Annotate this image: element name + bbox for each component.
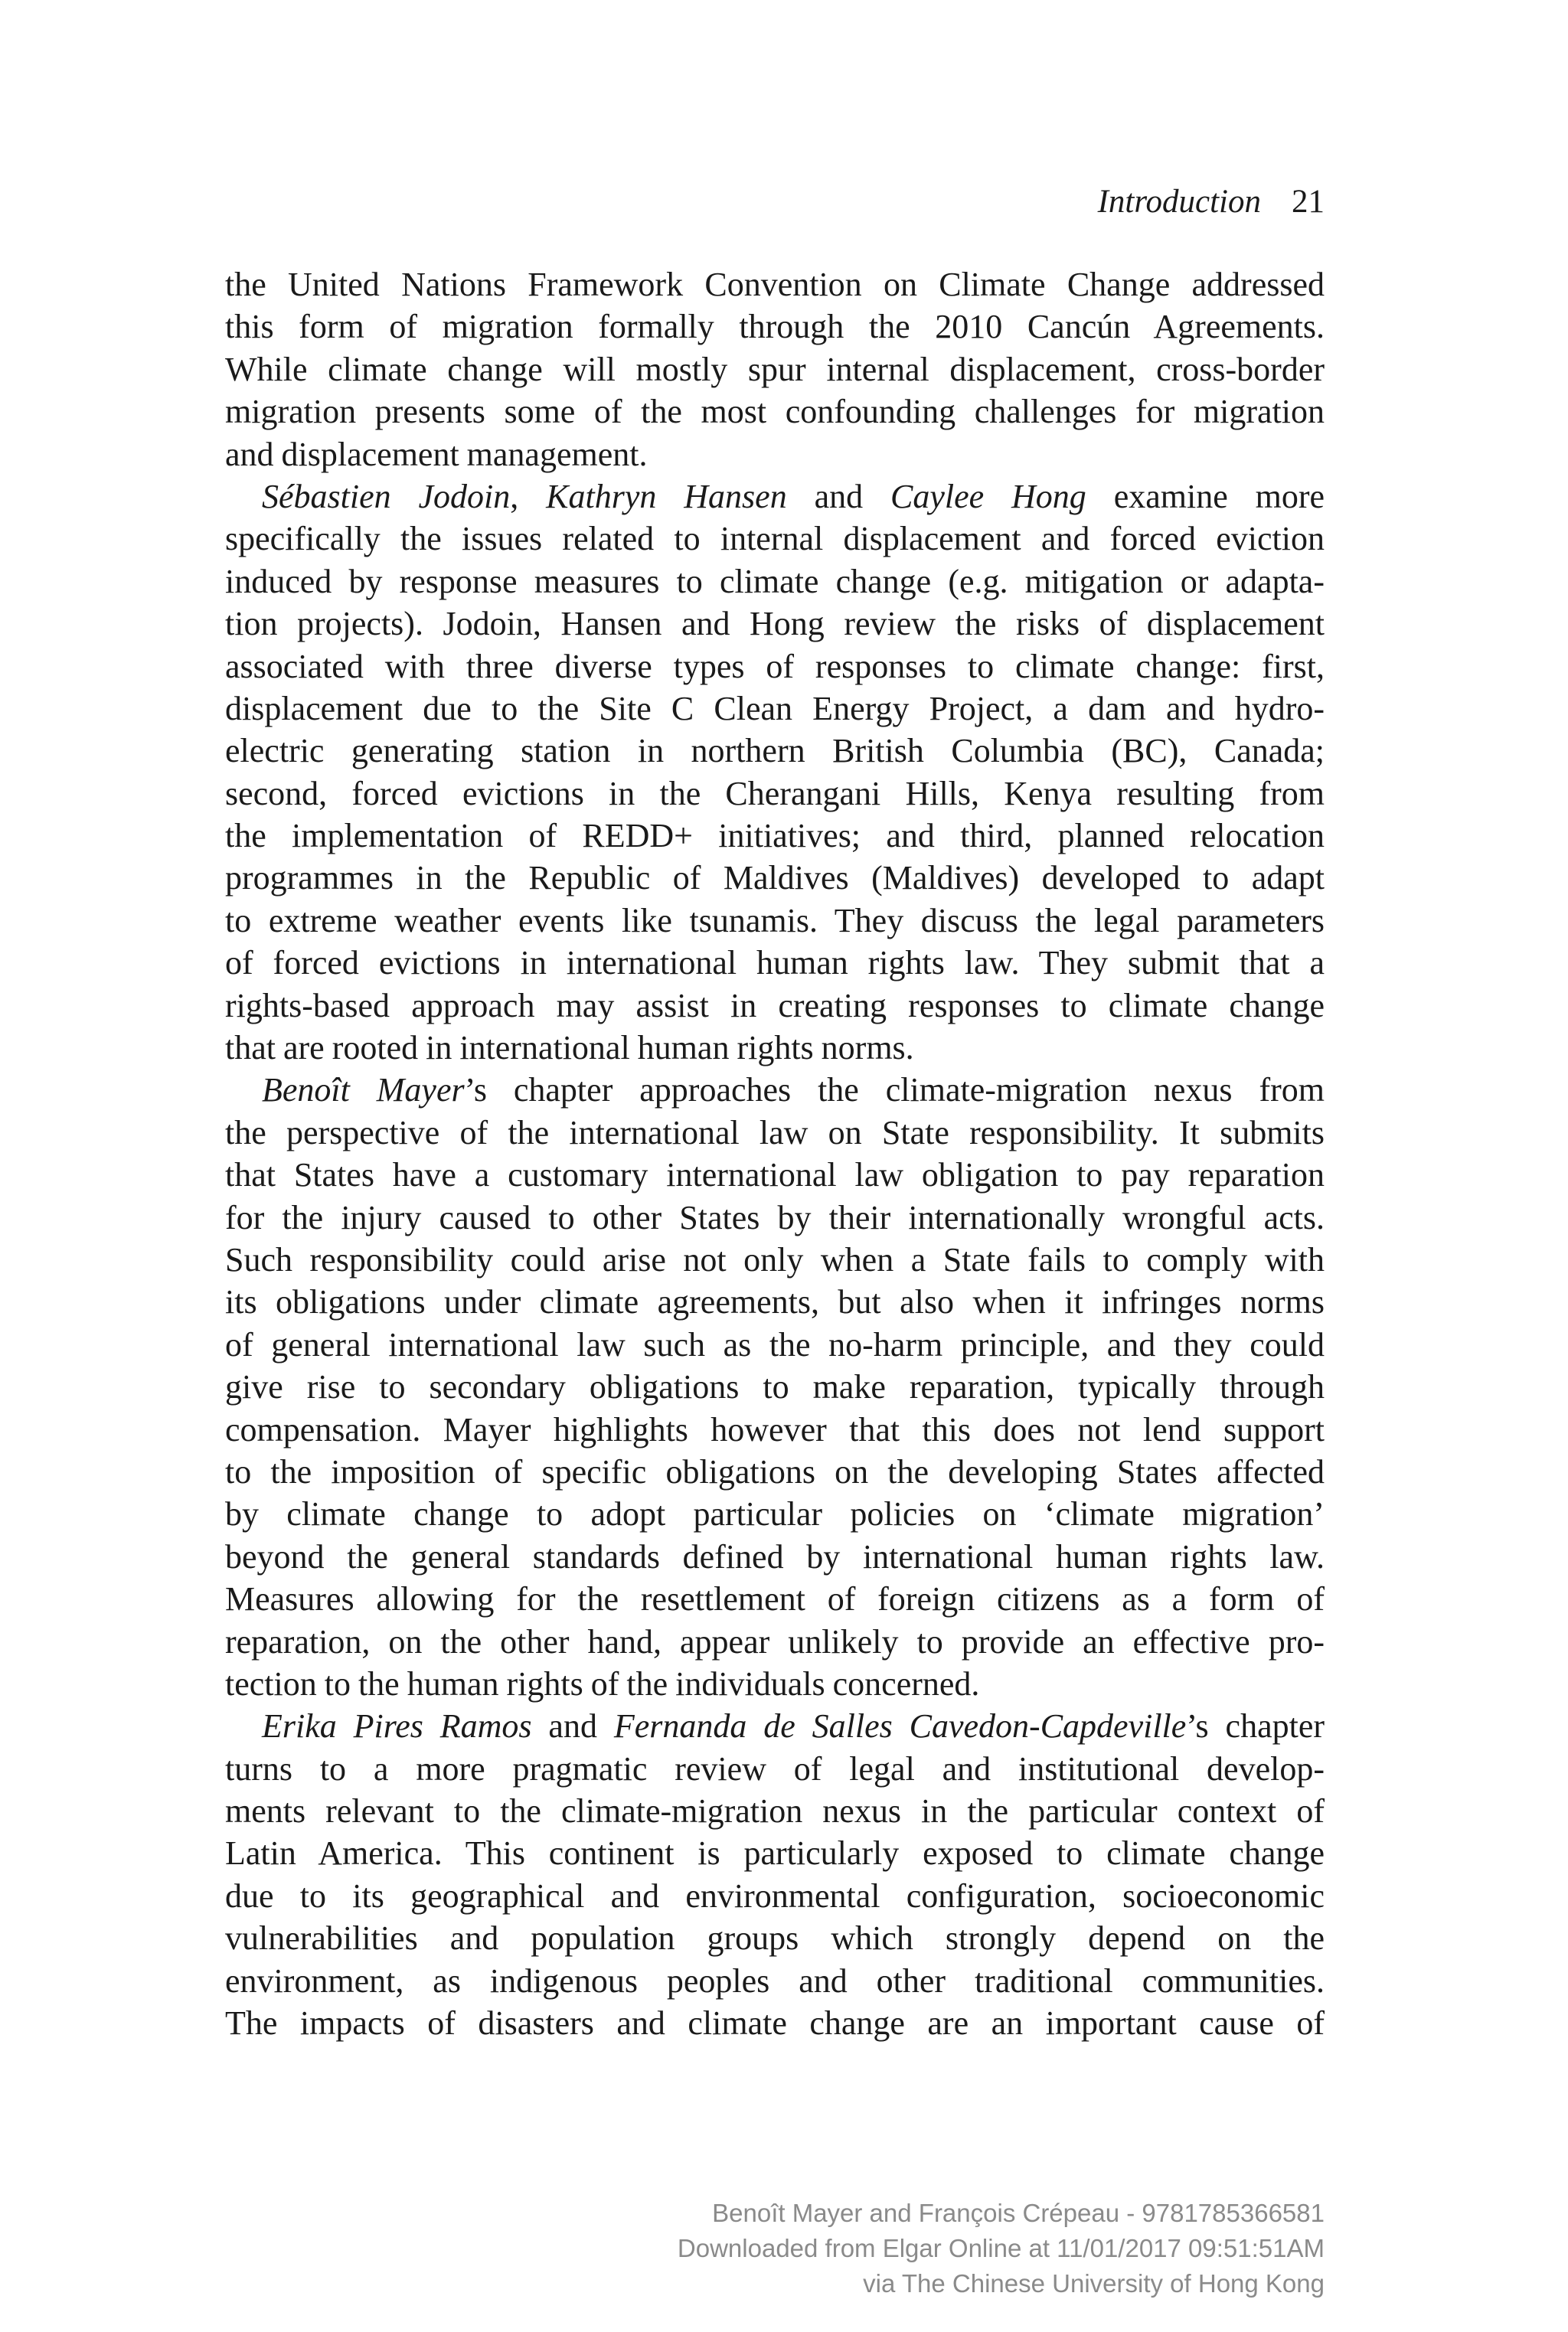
- paragraph-2-line: of forced evictions in international human rights law. They submit that a: [225, 944, 1325, 982]
- paragraph-4-line: environment, as indigenous peoples and other traditional communities.: [225, 1961, 1325, 2000]
- paragraph-3-line: for the injury caused to other States by their internationally wrongful acts.: [225, 1198, 1325, 1236]
- paragraph-3-line: its obligations under climate agreements, but also when it infringes norms: [225, 1283, 1325, 1321]
- paragraph-2-line: displacement due to the Site C Clean Energy Project, a dam and hydro-: [225, 689, 1325, 727]
- paragraph-2-line: tion projects). Jodoin, Hansen and Hong review the risks of displacement: [225, 605, 1325, 643]
- paragraph-4-line: The impacts of disasters and climate change are an important cause of: [225, 2004, 1325, 2043]
- author-name: Fernanda de Salles Cavedon-Capdeville: [613, 1707, 1187, 1746]
- paragraph-3-line: to the imposition of specific obligations on the developing States affected: [225, 1452, 1325, 1491]
- paragraph-3-line: give rise to secondary obligations to make reparation, typically through: [225, 1368, 1325, 1406]
- paragraph-3-line: Such responsibility could arise not only when a State fails to comply with: [225, 1240, 1325, 1279]
- footer-line: Benoît Mayer and François Crépeau - 9781785366581: [712, 2199, 1325, 2227]
- paragraph-3-line: that States have a customary international law obligation to pay reparation: [225, 1156, 1325, 1194]
- author-name: Kathryn Hansen: [546, 477, 787, 515]
- paragraph-3-line: by climate change to adopt particular policies on ‘climate migration’: [225, 1495, 1325, 1533]
- paragraph-2-first-line: Sébastien Jodoin, Kathryn Hansen and Caylee Hong examine more: [262, 477, 1325, 515]
- paragraph-2-line: electric generating station in northern British Columbia (BC), Canada;: [225, 732, 1325, 770]
- paragraph-3-line: beyond the general standards defined by international human rights law.: [225, 1537, 1325, 1576]
- paragraph-1-line: While climate change will mostly spur internal displacement, cross-border: [225, 350, 1325, 388]
- paragraph-2-line: associated with three diverse types of responses to climate change: first,: [225, 647, 1325, 685]
- paragraph-3-first-line: Benoît Mayer’s chapter approaches the climate-migration nexus from: [262, 1071, 1325, 1109]
- body-text: [225, 263, 1325, 2044]
- paragraph-3-line: Measures allowing for the resettlement of foreign citizens as a form of: [225, 1580, 1325, 1618]
- paragraph-4-line: turns to a more pragmatic review of legal and institutional develop-: [225, 1749, 1325, 1788]
- author-name: Sébastien Jodoin: [262, 477, 511, 515]
- footer-line: Downloaded from Elgar Online at 11/01/2017 09:51:51AM: [677, 2234, 1325, 2262]
- paragraph-4-first-line: Erika Pires Ramos and Fernanda de Salles Cavedon-Capdeville’s chapter: [262, 1707, 1325, 1746]
- paragraph-4-line: ments relevant to the climate-migration nexus in the particular context of: [225, 1792, 1325, 1831]
- paragraph-2-line: the implementation of REDD+ initiatives; and third, planned relocation: [225, 817, 1325, 855]
- paragraph-2-line: induced by response measures to climate change (e.g. mitigation or adapta-: [225, 562, 1325, 600]
- paragraph-2-line: to extreme weather events like tsunamis. They discuss the legal parameters: [225, 901, 1325, 939]
- paragraph-3-line: compensation. Mayer highlights however that this does not lend support: [225, 1410, 1325, 1449]
- paragraph-4-line: due to its geographical and environmental configuration, socioeconomic: [225, 1876, 1325, 1915]
- paragraph-4-line: vulnerabilities and population groups which strongly depend on the: [225, 1919, 1325, 1958]
- author-name: Caylee Hong: [890, 477, 1086, 515]
- paragraph-3-line: of general international law such as the no-harm principle, and they could: [225, 1325, 1325, 1364]
- paragraph-2-line: programmes in the Republic of Maldives (Maldives) developed to adapt: [225, 859, 1325, 897]
- running-head-title: Introduction: [1097, 184, 1261, 220]
- author-name: Erika Pires Ramos: [262, 1707, 532, 1746]
- paragraph-1-line: migration presents some of the most confounding challenges for migration: [225, 393, 1325, 431]
- paragraph-2-line: second, forced evictions in the Cherangani Hills, Kenya resulting from: [225, 774, 1325, 812]
- paragraph-2-line: that are rooted in international human rights norms.: [225, 1029, 914, 1067]
- page-number: 21: [1292, 184, 1325, 220]
- running-head: [225, 181, 1325, 224]
- footer-line: via The Chinese University of Hong Kong: [863, 2269, 1325, 2298]
- paragraph-1-line: and displacement management.: [225, 435, 648, 473]
- paragraph-1-line: the United Nations Framework Convention on Climate Change addressed: [225, 266, 1325, 303]
- paragraph-3-line: tection to the human rights of the individuals concerned.: [225, 1664, 980, 1703]
- paragraph-3-line: the perspective of the international law on State responsibility. It submits: [225, 1113, 1325, 1151]
- paragraph-2-line: specifically the issues related to internal displacement and forced eviction: [225, 520, 1325, 558]
- paragraph-1-line: this form of migration formally through the 2010 Cancún Agreements.: [225, 308, 1325, 346]
- paragraph-2-line: rights-based approach may assist in creating responses to climate change: [225, 986, 1325, 1024]
- author-name: Benoît Mayer: [262, 1071, 465, 1109]
- paragraph-3-line: reparation, on the other hand, appear unlikely to provide an effective pro-: [225, 1622, 1325, 1661]
- paragraph-4-line: Latin America. This continent is particularly exposed to climate change: [225, 1834, 1325, 1873]
- download-footer: [225, 2196, 1325, 2301]
